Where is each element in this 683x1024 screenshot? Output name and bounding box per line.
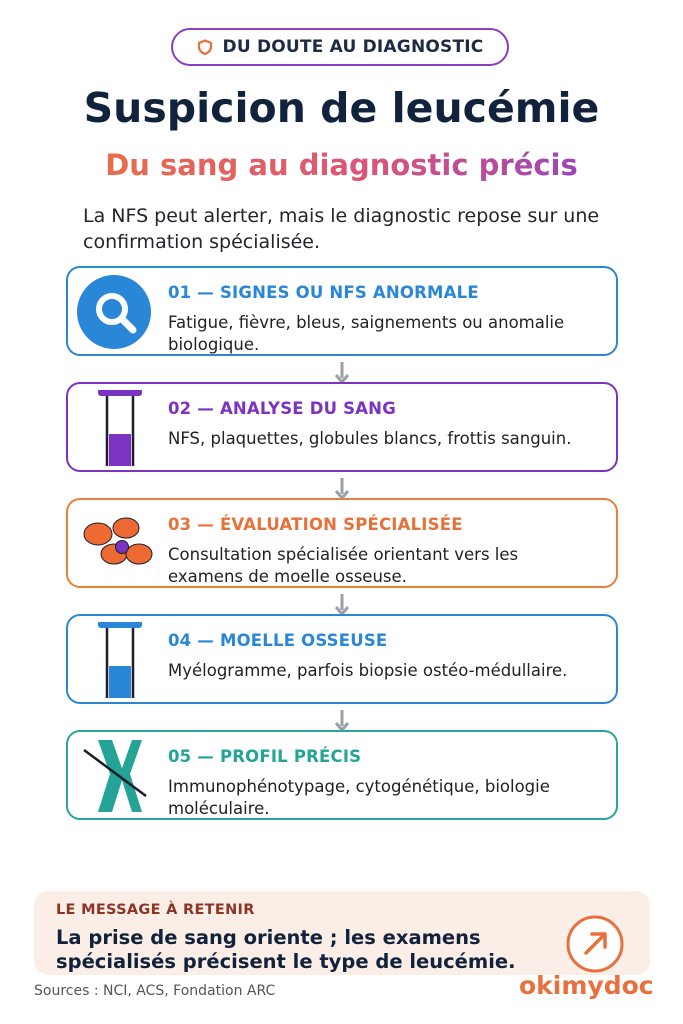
step-card-03 (66, 498, 618, 588)
key-message-heading: LE MESSAGE À RETENIR (56, 902, 255, 918)
step-heading: 02 — ANALYSE DU SANG (168, 399, 396, 418)
page-subtitle: Du sang au diagnostic précis (0, 148, 683, 182)
sources-text: Sources : NCI, ACS, Fondation ARC (34, 983, 276, 999)
blood-cells-icon (76, 506, 156, 582)
header-badge (171, 28, 509, 66)
step-body: Consultation spécialisée orientant vers les examens de moelle osseuse. (168, 545, 519, 586)
arrow-down-icon (334, 710, 350, 732)
magnifier-icon (76, 274, 156, 350)
step-heading: 05 — PROFIL PRÉCIS (168, 747, 362, 766)
step-card-01 (66, 266, 618, 356)
arrow-up-right-icon (565, 914, 625, 974)
step-card-05 (66, 730, 618, 820)
step-body: Myélogramme, parfois biopsie ostéo-médullaire. (168, 661, 568, 680)
step-body: Immunophénotypage, cytogénétique, biologie moléculaire. (168, 777, 550, 818)
step-body: NFS, plaquettes, globules blancs, frottis sanguin. (168, 429, 572, 448)
step-card-02 (66, 382, 618, 472)
step-heading: 01 — SIGNES OU NFS ANORMALE (168, 283, 479, 302)
step-heading: 03 — ÉVALUATION SPÉCIALISÉE (168, 515, 463, 534)
page-title: Suspicion de leucémie (83, 84, 600, 132)
key-message-text: La prise de sang oriente ; les examens spécialisés précisent le type de leucémie. (56, 926, 516, 973)
arrow-down-icon (334, 362, 350, 384)
step-heading: 04 — MOELLE OSSEUSE (168, 631, 388, 650)
chromosome-icon (76, 738, 156, 814)
step-body: Fatigue, fièvre, bleus, saignements ou anomalie biologique. (168, 313, 565, 354)
badge-label: DU DOUTE AU DIAGNOSTIC (222, 37, 484, 57)
arrow-down-icon (334, 594, 350, 616)
test-tube-icon (76, 622, 156, 698)
arrow-down-icon (334, 478, 350, 500)
shield-icon (197, 39, 213, 55)
brand-logo: okimydoc (519, 971, 654, 1000)
step-card-04 (66, 614, 618, 704)
test-tube-icon (76, 390, 156, 466)
intro-text: La NFS peut alerter, mais le diagnostic repose sur une confirmation spécialisée. (83, 205, 600, 253)
key-message-box (34, 891, 650, 975)
